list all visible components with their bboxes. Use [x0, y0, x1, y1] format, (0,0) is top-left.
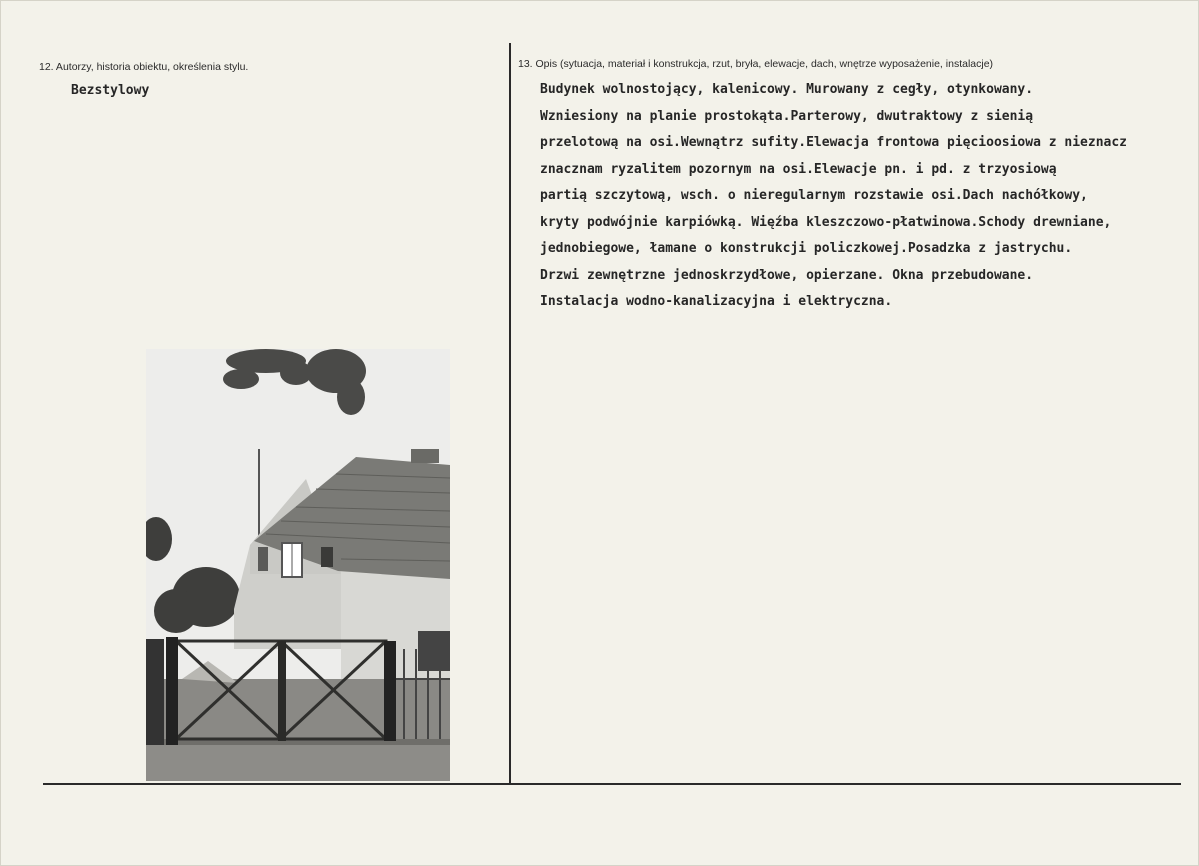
description-line: kryty podwójnie karpiówką. Więźba kleszczowo-płatwinowa.Schody drewniane,	[540, 214, 1112, 230]
bottom-rule	[43, 783, 1181, 785]
section-12-label: 12. Autorzy, historia obiektu, określenia stylu.	[39, 61, 249, 73]
description-line: przelotową na osi.Wewnątrz sufity.Elewacja frontowa pięcioosiowa z nieznacz	[540, 135, 1127, 150]
description-text	[540, 77, 1190, 316]
description-line: jednobiegowe, łamane o konstrukcji policzkowej.Posadzka z jastrychu.	[540, 241, 1073, 256]
description-line: Wzniesiony na planie prostokąta.Parterowy, dwutraktowy z sienią	[540, 108, 1034, 124]
section-13-label: 13. Opis (sytuacja, materiał i konstrukcja, rzut, bryła, elewacje, dach, wnętrze wyposażenie, instalacje)	[518, 58, 994, 70]
style-value: Bezstylowy	[71, 83, 150, 98]
column-divider	[509, 43, 511, 785]
description-line: Instalacja wodno-kanalizacyjna i elektryczna.	[540, 294, 893, 309]
description-line: Budynek wolnostojący, kalenicowy. Murowany z cegły, otynkowany.	[540, 82, 1034, 97]
house-photo-icon	[146, 349, 450, 781]
description-line: Drzwi zewnętrzne jednoskrzydłowe, opierzane. Okna przebudowane.	[540, 267, 1034, 283]
description-line: znacznam ryzalitem pozornym na osi.Elewacje pn. i pd. z trzyosiową	[540, 161, 1057, 177]
description-line: partią szczytową, wsch. o nieregularnym rozstawie osi.Dach nachółkowy,	[540, 188, 1088, 203]
